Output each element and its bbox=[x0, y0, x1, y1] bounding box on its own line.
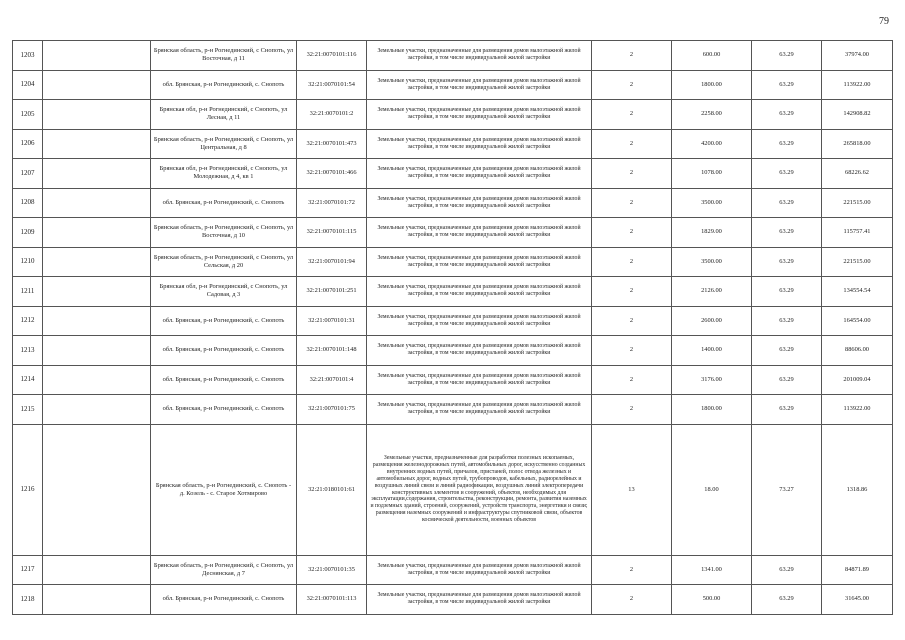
rate-cell: 63.29 bbox=[752, 70, 822, 100]
rate-cell: 63.29 bbox=[752, 365, 822, 395]
group-code-cell: 13 bbox=[592, 424, 672, 555]
table-row bbox=[13, 277, 893, 307]
group-code-cell: 2 bbox=[592, 336, 672, 366]
cadastral-value-cell: 142908.82 bbox=[822, 100, 893, 130]
address-cell: обл. Брянская, р-н Рогнединский, с. Снопоть bbox=[151, 188, 297, 218]
address-cell: Брянская обл, р-н Рогнединский, с Снопоть, ул Лесная, д 11 bbox=[151, 100, 297, 130]
table-row bbox=[13, 365, 893, 395]
group-code-cell: 2 bbox=[592, 395, 672, 425]
table-row bbox=[13, 424, 893, 555]
table-row bbox=[13, 159, 893, 189]
row-number: 1210 bbox=[13, 247, 43, 277]
area-cell: 1800.00 bbox=[672, 70, 752, 100]
address-cell: обл. Брянская, р-н Рогнединский, с. Снопоть bbox=[151, 365, 297, 395]
address-cell: Брянская область, р-н Рогнединский, с Снопоть, ул Центральная, д 8 bbox=[151, 129, 297, 159]
cadastral-number-cell: 32:21:0070101:72 bbox=[297, 188, 367, 218]
area-cell: 600.00 bbox=[672, 41, 752, 71]
group-code-cell: 2 bbox=[592, 70, 672, 100]
group-code-cell: 2 bbox=[592, 41, 672, 71]
table-row bbox=[13, 247, 893, 277]
cadastral-value-cell: 37974.00 bbox=[822, 41, 893, 71]
cadastral-number-cell: 32:21:0070101:473 bbox=[297, 129, 367, 159]
table-body bbox=[13, 41, 893, 615]
group-code-cell: 2 bbox=[592, 585, 672, 615]
rate-cell: 63.29 bbox=[752, 247, 822, 277]
rate-cell: 63.29 bbox=[752, 159, 822, 189]
rate-cell: 63.29 bbox=[752, 277, 822, 307]
cadastral-value-cell: 134554.54 bbox=[822, 277, 893, 307]
address-cell: обл. Брянская, р-н Рогнединский, с. Снопоть bbox=[151, 395, 297, 425]
cadastral-number-cell: 32:21:0070101:113 bbox=[297, 585, 367, 615]
address-cell: Брянская обл, р-н Рогнединский, с Снопоть, ул Садовая, д 3 bbox=[151, 277, 297, 307]
group-code-cell: 2 bbox=[592, 247, 672, 277]
table-row bbox=[13, 41, 893, 71]
land-use-cell: Земельные участки, предназначенные для размещения домов малоэтажной жилой застройки, в том числе индивидуальной жилой застройки bbox=[367, 395, 592, 425]
cadastral-value-cell: 1318.86 bbox=[822, 424, 893, 555]
land-use-cell: Земельные участки, предназначенные для размещения домов малоэтажной жилой застройки, в том числе индивидуальной жилой застройки bbox=[367, 365, 592, 395]
address-cell: Брянская обл, р-н Рогнединский, с Снопоть, ул Молодежная, д 4, кв 1 bbox=[151, 159, 297, 189]
page-number: 79 bbox=[879, 16, 889, 27]
blank-cell bbox=[43, 218, 151, 248]
area-cell: 2126.00 bbox=[672, 277, 752, 307]
row-number: 1206 bbox=[13, 129, 43, 159]
row-number: 1218 bbox=[13, 585, 43, 615]
cadastral-value-cell: 84871.89 bbox=[822, 555, 893, 585]
group-code-cell: 2 bbox=[592, 188, 672, 218]
land-use-cell: Земельные участки, предназначенные для размещения домов малоэтажной жилой застройки, в том числе индивидуальной жилой застройки bbox=[367, 585, 592, 615]
area-cell: 3176.00 bbox=[672, 365, 752, 395]
row-number: 1207 bbox=[13, 159, 43, 189]
cadastral-number-cell: 32:21:0070101:54 bbox=[297, 70, 367, 100]
area-cell: 1341.00 bbox=[672, 555, 752, 585]
land-use-cell: Земельные участки, предназначенные для размещения домов малоэтажной жилой застройки, в том числе индивидуальной жилой застройки bbox=[367, 218, 592, 248]
cadastral-value-cell: 113922.00 bbox=[822, 395, 893, 425]
area-cell: 3500.00 bbox=[672, 188, 752, 218]
group-code-cell: 2 bbox=[592, 159, 672, 189]
group-code-cell: 2 bbox=[592, 277, 672, 307]
blank-cell bbox=[43, 424, 151, 555]
cadastral-number-cell: 32:21:0180101:61 bbox=[297, 424, 367, 555]
group-code-cell: 2 bbox=[592, 218, 672, 248]
row-number: 1217 bbox=[13, 555, 43, 585]
cadastral-value-cell: 113922.00 bbox=[822, 70, 893, 100]
table-row bbox=[13, 306, 893, 336]
group-code-cell: 2 bbox=[592, 129, 672, 159]
row-number: 1212 bbox=[13, 306, 43, 336]
rate-cell: 63.29 bbox=[752, 306, 822, 336]
area-cell: 1800.00 bbox=[672, 395, 752, 425]
land-use-cell: Земельные участки, предназначенные для размещения домов малоэтажной жилой застройки, в том числе индивидуальной жилой застройки bbox=[367, 555, 592, 585]
blank-cell bbox=[43, 306, 151, 336]
cadastral-value-cell: 221515.00 bbox=[822, 188, 893, 218]
land-use-cell: Земельные участки, предназначенные для размещения домов малоэтажной жилой застройки, в том числе индивидуальной жилой застройки bbox=[367, 129, 592, 159]
table-row bbox=[13, 100, 893, 130]
cadastral-number-cell: 32:21:0070101:35 bbox=[297, 555, 367, 585]
cadastral-number-cell: 32:21:0070101:116 bbox=[297, 41, 367, 71]
blank-cell bbox=[43, 100, 151, 130]
address-cell: обл. Брянская, р-н Рогнединский, с. Снопоть bbox=[151, 585, 297, 615]
rate-cell: 63.29 bbox=[752, 129, 822, 159]
land-use-cell: Земельные участки, предназначенные для размещения домов малоэтажной жилой застройки, в том числе индивидуальной жилой застройки bbox=[367, 336, 592, 366]
row-number: 1215 bbox=[13, 395, 43, 425]
rate-cell: 63.29 bbox=[752, 100, 822, 130]
area-cell: 18.00 bbox=[672, 424, 752, 555]
land-use-cell: Земельные участки, предназначенные для размещения домов малоэтажной жилой застройки, в том числе индивидуальной жилой застройки bbox=[367, 277, 592, 307]
table-row bbox=[13, 585, 893, 615]
blank-cell bbox=[43, 395, 151, 425]
row-number: 1205 bbox=[13, 100, 43, 130]
address-cell: Брянская область, р-н Рогнединский, с Снопоть, ул Сельская, д 20 bbox=[151, 247, 297, 277]
land-use-cell: Земельные участки, предназначенные для размещения домов малоэтажной жилой застройки, в том числе индивидуальной жилой застройки bbox=[367, 247, 592, 277]
rate-cell: 63.29 bbox=[752, 41, 822, 71]
address-cell: обл. Брянская, р-н Рогнединский, с. Снопоть bbox=[151, 336, 297, 366]
row-number: 1204 bbox=[13, 70, 43, 100]
cadastral-value-cell: 31645.00 bbox=[822, 585, 893, 615]
rate-cell: 63.29 bbox=[752, 395, 822, 425]
rate-cell: 63.29 bbox=[752, 188, 822, 218]
row-number: 1214 bbox=[13, 365, 43, 395]
group-code-cell: 2 bbox=[592, 306, 672, 336]
cadastral-number-cell: 32:21:0070101:466 bbox=[297, 159, 367, 189]
row-number: 1209 bbox=[13, 218, 43, 248]
land-plot-table bbox=[12, 40, 893, 615]
blank-cell bbox=[43, 41, 151, 71]
rate-cell: 63.29 bbox=[752, 585, 822, 615]
row-number: 1211 bbox=[13, 277, 43, 307]
rate-cell: 73.27 bbox=[752, 424, 822, 555]
area-cell: 500.00 bbox=[672, 585, 752, 615]
cadastral-value-cell: 164554.00 bbox=[822, 306, 893, 336]
blank-cell bbox=[43, 188, 151, 218]
rate-cell: 63.29 bbox=[752, 555, 822, 585]
cadastral-value-cell: 88606.00 bbox=[822, 336, 893, 366]
row-number: 1216 bbox=[13, 424, 43, 555]
blank-cell bbox=[43, 129, 151, 159]
cadastral-value-cell: 68226.62 bbox=[822, 159, 893, 189]
cadastral-value-cell: 115757.41 bbox=[822, 218, 893, 248]
table-row bbox=[13, 70, 893, 100]
table-row bbox=[13, 218, 893, 248]
land-use-cell: Земельные участки, предназначенные для размещения домов малоэтажной жилой застройки, в том числе индивидуальной жилой застройки bbox=[367, 100, 592, 130]
address-cell: обл. Брянская, р-н Рогнединский, с. Снопоть bbox=[151, 70, 297, 100]
cadastral-number-cell: 32:21:0070101:2 bbox=[297, 100, 367, 130]
cadastral-value-cell: 221515.00 bbox=[822, 247, 893, 277]
area-cell: 3500.00 bbox=[672, 247, 752, 277]
cadastral-number-cell: 32:21:0070101:148 bbox=[297, 336, 367, 366]
cadastral-value-cell: 201009.04 bbox=[822, 365, 893, 395]
blank-cell bbox=[43, 70, 151, 100]
area-cell: 1400.00 bbox=[672, 336, 752, 366]
cadastral-number-cell: 32:21:0070101:31 bbox=[297, 306, 367, 336]
land-use-cell: Земельные участки, предназначенные для разработки полезных ископаемых, размещения железнодорожных путей, автомобильных дорог, искусственно созданных внутренних водных путей, причалов, пристаней, полос отвода железных и автомобильных дорог, водных путей, трубопроводов, кабельных, радиорелейных и воздушных линий связи и линий радиофикации, воздушных линий электропередачи конструктивных элементов и сооружений, объектов, необходимых для эксплуатации,содержания, строительства, реконструкции, ремонта, развития наземных и подземных зданий, строений, сооружений, устройств транспорта, энергетики и связи; размещения наземных сооружений и инфраструктуры спутниковой связи, объектов космической деятельности, военных объектов bbox=[367, 424, 592, 555]
group-code-cell: 2 bbox=[592, 555, 672, 585]
blank-cell bbox=[43, 159, 151, 189]
blank-cell bbox=[43, 336, 151, 366]
table-row bbox=[13, 336, 893, 366]
area-cell: 2600.00 bbox=[672, 306, 752, 336]
rate-cell: 63.29 bbox=[752, 218, 822, 248]
row-number: 1213 bbox=[13, 336, 43, 366]
land-use-cell: Земельные участки, предназначенные для размещения домов малоэтажной жилой застройки, в том числе индивидуальной жилой застройки bbox=[367, 159, 592, 189]
row-number: 1203 bbox=[13, 41, 43, 71]
table-row bbox=[13, 395, 893, 425]
blank-cell bbox=[43, 277, 151, 307]
address-cell: Брянская область, р-н Рогнединский, с Снопоть, ул Восточная, д 10 bbox=[151, 218, 297, 248]
blank-cell bbox=[43, 585, 151, 615]
area-cell: 1829.00 bbox=[672, 218, 752, 248]
blank-cell bbox=[43, 247, 151, 277]
cadastral-number-cell: 32:21:0070101:94 bbox=[297, 247, 367, 277]
address-cell: Брянская область, р-н Рогнединский, с Снопоть, ул Деснянская, д 7 bbox=[151, 555, 297, 585]
rate-cell: 63.29 bbox=[752, 336, 822, 366]
area-cell: 2258.00 bbox=[672, 100, 752, 130]
area-cell: 1078.00 bbox=[672, 159, 752, 189]
table-row bbox=[13, 188, 893, 218]
address-cell: обл. Брянская, р-н Рогнединский, с. Снопоть bbox=[151, 306, 297, 336]
group-code-cell: 2 bbox=[592, 365, 672, 395]
group-code-cell: 2 bbox=[592, 100, 672, 130]
land-use-cell: Земельные участки, предназначенные для размещения домов малоэтажной жилой застройки, в том числе индивидуальной жилой застройки bbox=[367, 188, 592, 218]
address-cell: Брянская область, р-н Рогнединский, с. Снопоть - д. Козель - с. Старое Хотмирово bbox=[151, 424, 297, 555]
blank-cell bbox=[43, 365, 151, 395]
address-cell: Брянская область, р-н Рогнединский, с Снопоть, ул Восточная, д 11 bbox=[151, 41, 297, 71]
table-row bbox=[13, 555, 893, 585]
table-row bbox=[13, 129, 893, 159]
blank-cell bbox=[43, 555, 151, 585]
cadastral-value-cell: 265818.00 bbox=[822, 129, 893, 159]
cadastral-number-cell: 32:21:0070101:115 bbox=[297, 218, 367, 248]
cadastral-number-cell: 32:21:0070101:4 bbox=[297, 365, 367, 395]
area-cell: 4200.00 bbox=[672, 129, 752, 159]
land-use-cell: Земельные участки, предназначенные для размещения домов малоэтажной жилой застройки, в том числе индивидуальной жилой застройки bbox=[367, 306, 592, 336]
row-number: 1208 bbox=[13, 188, 43, 218]
land-use-cell: Земельные участки, предназначенные для размещения домов малоэтажной жилой застройки, в том числе индивидуальной жилой застройки bbox=[367, 70, 592, 100]
cadastral-number-cell: 32:21:0070101:75 bbox=[297, 395, 367, 425]
cadastral-number-cell: 32:21:0070101:251 bbox=[297, 277, 367, 307]
land-use-cell: Земельные участки, предназначенные для размещения домов малоэтажной жилой застройки, в том числе индивидуальной жилой застройки bbox=[367, 41, 592, 71]
